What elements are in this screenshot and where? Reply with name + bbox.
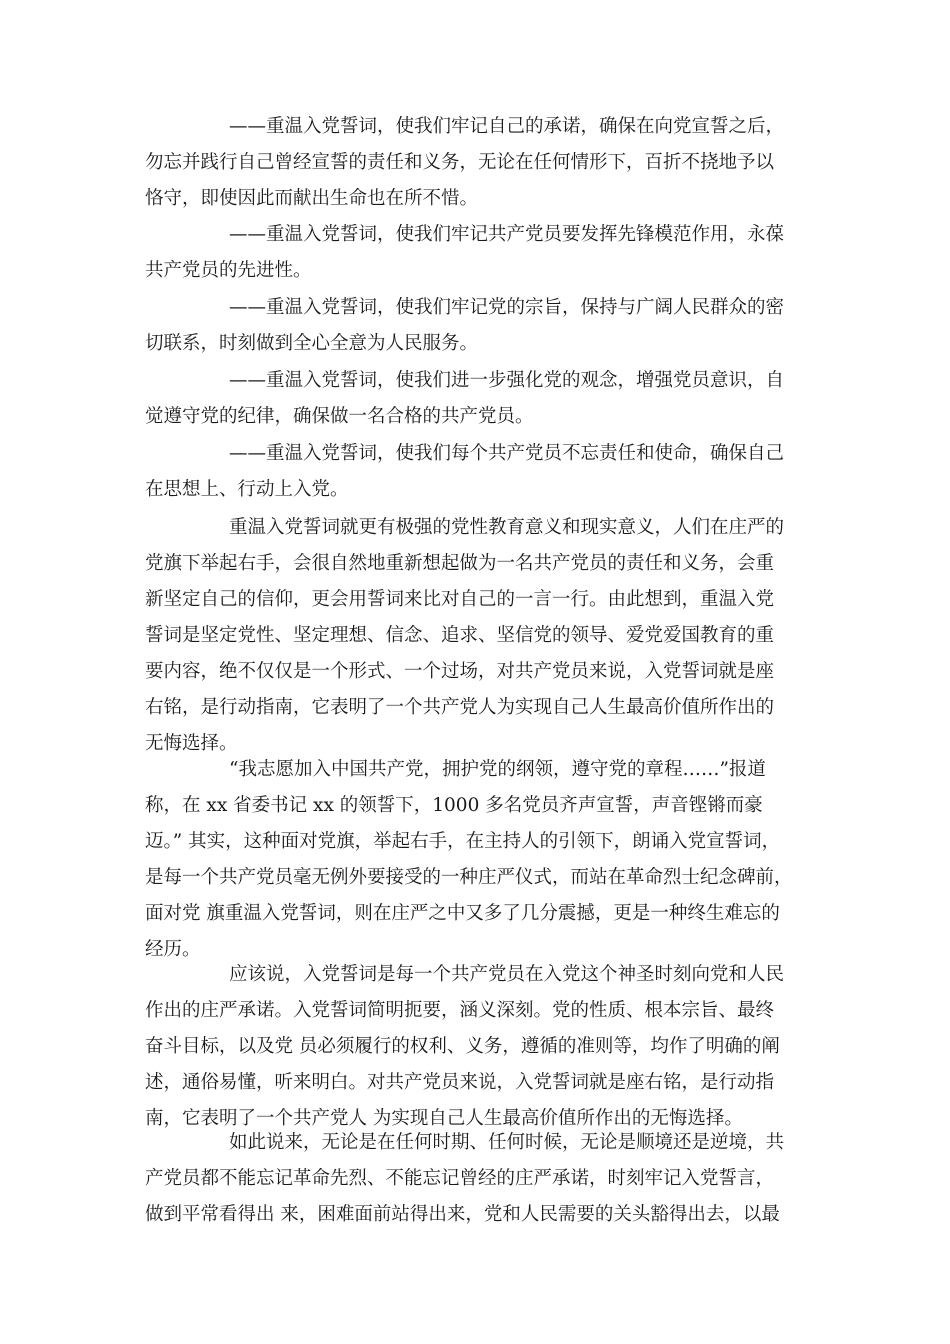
- text-line: 做到平常看得出 来，困难面前站得出来，党和人民需要的关头豁得出去，以最: [145, 1204, 780, 1225]
- text-line: 党旗下举起右手，会很自然地重新想起做为一名共产党员的责任和义务，会重: [145, 553, 775, 574]
- text-line: “我志愿加入中国共产党，拥护党的纲领，遵守党的章程……”报道: [229, 759, 766, 780]
- text-line: ——重温入党誓词，使我们牢记党的宗旨，保持与广阔人民群众的密: [229, 297, 785, 318]
- text-line: 迈。” 其实，这种面对党旗，举起右手，在主持人的引领下，朗诵入党宣誓词，: [145, 831, 781, 852]
- paragraph-8: [145, 957, 815, 1137]
- text-line: 恪守，即使因此而献出生命也在所不惜。: [145, 188, 479, 209]
- text-line: 作出的庄严承诺。入党誓词简明扼要，涵义深刻。党的性质、根本宗旨、最终: [145, 1000, 775, 1021]
- paragraph-4: [145, 363, 815, 435]
- paragraph-5: [145, 436, 815, 508]
- text-line: 觉遵守党的纪律，确保做一名合格的共产党员。: [145, 406, 534, 427]
- text-line: 切联系，时刻做到全心全意为人民服务。: [145, 333, 479, 354]
- paragraph-2: [145, 217, 815, 289]
- text-line: 勿忘并践行自己曾经宣誓的责任和义务，无论在任何情形下，百折不挠地予以: [145, 152, 775, 173]
- text-line: 述，通俗易懂，听来明白。对共产党员来说，入党誓词就是座右铭，是行动指: [145, 1072, 775, 1093]
- text-line: 奋斗目标，以及党 员必须履行的权利、义务，遵循的准则等，均作了明确的阐: [145, 1036, 780, 1057]
- text-line: 南，它表明了一个共产党人 为实现自己人生最高价值所作出的无悔选择。: [145, 1108, 743, 1129]
- paragraph-1: [145, 109, 815, 217]
- text-line: ——重温入党誓词，使我们每个共产党员不忘责任和使命，确保自己: [229, 443, 785, 464]
- text-line: 称，在 xx 省委书记 xx 的领誓下，1000 多名党员齐声宣誓，声音铿锵而豪: [145, 795, 763, 816]
- text-line: 经历。: [145, 939, 201, 960]
- text-line: 如此说来，无论是在任何时期、任何时候，无论是顺境还是逆境，共: [229, 1132, 785, 1153]
- paragraph-3: [145, 290, 815, 362]
- text-line: 右铭，是行动指南，它表明了一个共产党人为实现自己人生最高价值所作出的: [145, 697, 775, 718]
- text-line: 重温入党誓词就更有极强的党性教育意义和现实意义，人们在庄严的: [229, 517, 785, 538]
- text-line: 新坚定自己的信仰，更会用誓词来比对自己的一言一行。由此想到，重温入党: [145, 589, 775, 610]
- text-line: 是每一个共产党员毫无例外要接受的一种庄严仪式，而站在革命烈士纪念碑前，: [145, 867, 793, 888]
- text-line: 应该说，入党誓词是每一个共产党员在入党这个神圣时刻向党和人民: [229, 964, 785, 985]
- text-line: 要内容，绝不仅仅是一个形式、一个过场，对共产党员来说，入党誓词就是座: [145, 661, 775, 682]
- paragraph-6: [145, 510, 815, 762]
- text-line: ——重温入党誓词，使我们牢记自己的承诺，确保在向党宣誓之后，: [229, 116, 785, 137]
- text-line: 誓词是坚定党性、坚定理想、信念、追求、坚信党的领导、爱党爱国教育的重: [145, 625, 775, 646]
- text-line: ——重温入党誓词，使我们牢记共产党员要发挥先锋模范作用，永葆: [229, 224, 785, 245]
- text-line: 无悔选择。: [145, 733, 238, 754]
- text-line: 共产党员的先进性。: [145, 260, 312, 281]
- paragraph-9: [145, 1125, 815, 1233]
- text-line: 面对党 旗重温入党誓词，则在庄严之中又多了几分震撼，更是一种终生难忘的: [145, 903, 780, 924]
- text-line: ——重温入党誓词，使我们进一步强化党的观念，增强党员意识，自: [229, 370, 785, 391]
- text-line: 在思想上、行动上入党。: [145, 479, 349, 500]
- paragraph-7: [145, 752, 815, 968]
- text-line: 产党员都不能忘记革命先烈、不能忘记曾经的庄严承诺，时刻牢记入党誓言，: [145, 1168, 775, 1189]
